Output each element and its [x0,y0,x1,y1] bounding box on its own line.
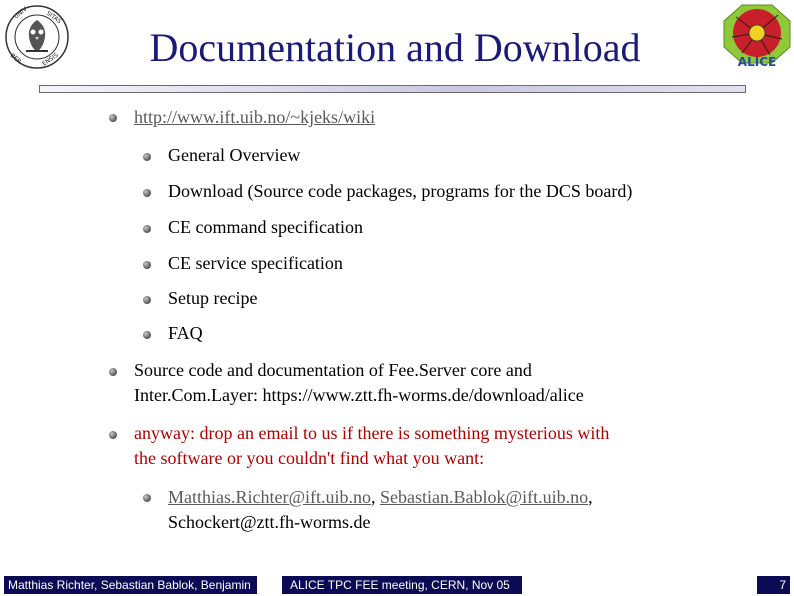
bullet-icon [109,114,117,122]
bullet-icon [143,153,151,161]
email-link-richter[interactable]: Matthias.Richter@ift.uib.no [168,487,372,507]
anyway-line2: the software or you couldn't find what you want: [134,448,485,468]
title-underline-bar [39,85,746,93]
bullet-icon [143,494,151,502]
bullet-icon [109,368,117,376]
university-seal-logo [4,4,70,70]
bullet-icon [143,331,151,339]
email-line1 [168,485,593,510]
bullet-icon [143,189,151,197]
email-link-schockert[interactable]: Schockert@ztt.fh-worms.de [168,512,371,532]
svg-text:BER: BER [8,52,23,66]
bullet-icon [143,296,151,304]
list-item: Download (Source code packages, programs for the DCS board) [168,181,633,201]
slide-title: Documentation and Download [149,25,641,70]
svg-text:ENSIS: ENSIS [41,51,60,68]
footer-meeting: ALICE TPC FEE meeting, CERN, Nov 05 [282,576,522,594]
svg-text:UNIV: UNIV [12,5,29,21]
list-item: Setup recipe [168,288,258,308]
alice-logo [722,3,792,69]
list-item: FAQ [168,323,203,343]
source-code-url[interactable]: https://www.ztt.fh-worms.de/download/alice [262,385,584,405]
source-code-line1: Source code and documentation of Fee.Server core and [134,360,532,380]
list-item: General Overview [168,145,301,165]
svg-text:SITAS: SITAS [44,9,63,26]
list-item: CE command specification [168,217,363,237]
bullet-icon [143,225,151,233]
source-code-prefix: Inter.Com.Layer: [134,385,263,405]
wiki-link[interactable]: http://www.ift.uib.no/~kjeks/wiki [134,107,376,127]
footer-authors: Matthias Richter, Sebastian Bablok, Benjamin [4,576,257,594]
list-item: CE service specification [168,253,343,273]
page-number: 7 [757,576,790,594]
anyway-line1: anyway: drop an email to us if there is something mysterious with [134,423,610,443]
email-link-bablok[interactable]: Sebastian.Bablok@ift.uib.no [380,487,589,507]
bullet-icon [143,261,151,269]
svg-text:ALICE: ALICE [737,55,777,69]
email-separator: , [588,487,593,507]
bullet-icon [109,431,117,439]
source-code-line2 [134,383,584,408]
email-separator: , [371,487,381,507]
